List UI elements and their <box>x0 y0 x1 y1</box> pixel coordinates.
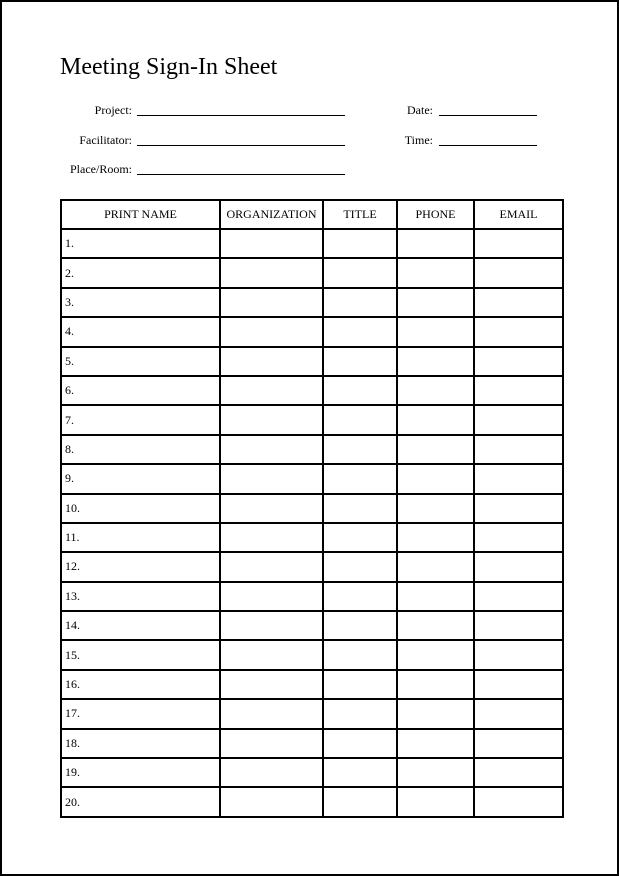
row-number: 3. <box>65 294 74 309</box>
cell-email[interactable] <box>474 670 563 699</box>
table-row <box>61 494 563 523</box>
cell-print-name[interactable] <box>61 640 220 669</box>
cell-phone[interactable] <box>397 640 474 669</box>
table-row <box>61 611 563 640</box>
cell-title[interactable] <box>323 611 397 640</box>
row-number: 1. <box>65 236 74 251</box>
cell-email[interactable] <box>474 405 563 434</box>
cell-organization[interactable] <box>220 640 323 669</box>
cell-title[interactable] <box>323 258 397 287</box>
cell-email[interactable] <box>474 552 563 581</box>
table-row <box>61 347 563 376</box>
cell-email[interactable] <box>474 288 563 317</box>
cell-email[interactable] <box>474 258 563 287</box>
cell-phone[interactable] <box>397 758 474 787</box>
cell-phone[interactable] <box>397 464 474 493</box>
cell-organization[interactable] <box>220 258 323 287</box>
time-label: Time: <box>404 133 433 147</box>
cell-phone[interactable] <box>397 787 474 817</box>
row-number: 18. <box>65 735 80 750</box>
cell-email[interactable] <box>474 729 563 758</box>
cell-organization[interactable] <box>220 229 323 258</box>
table-row <box>61 552 563 581</box>
cell-email[interactable] <box>474 229 563 258</box>
header-print-name: PRINT NAME <box>61 200 220 229</box>
table-row <box>61 376 563 405</box>
cell-phone[interactable] <box>397 552 474 581</box>
facilitator-field[interactable] <box>137 145 345 146</box>
row-number: 4. <box>65 324 74 339</box>
row-number: 14. <box>65 618 80 633</box>
row-number: 17. <box>65 706 80 721</box>
header-email: EMAIL <box>474 200 563 229</box>
table-row <box>61 464 563 493</box>
cell-title[interactable] <box>323 288 397 317</box>
cell-phone[interactable] <box>397 523 474 552</box>
row-number: 13. <box>65 588 80 603</box>
facilitator-label: Facilitator: <box>79 133 132 147</box>
cell-email[interactable] <box>474 494 563 523</box>
cell-phone[interactable] <box>397 699 474 728</box>
cell-print-name[interactable] <box>61 699 220 728</box>
cell-print-name[interactable] <box>61 435 220 464</box>
cell-print-name[interactable] <box>61 464 220 493</box>
table-header-row <box>61 200 563 229</box>
row-number: 6. <box>65 383 74 398</box>
cell-organization[interactable] <box>220 611 323 640</box>
cell-organization[interactable] <box>220 787 323 817</box>
cell-organization[interactable] <box>220 435 323 464</box>
row-number: 16. <box>65 677 80 692</box>
cell-phone[interactable] <box>397 729 474 758</box>
cell-organization[interactable] <box>220 670 323 699</box>
cell-email[interactable] <box>474 347 563 376</box>
cell-print-name[interactable] <box>61 405 220 434</box>
row-number: 10. <box>65 500 80 515</box>
cell-email[interactable] <box>474 787 563 817</box>
cell-print-name[interactable] <box>61 376 220 405</box>
row-number: 5. <box>65 353 74 368</box>
table-row <box>61 435 563 464</box>
table-row <box>61 640 563 669</box>
time-field[interactable] <box>439 145 537 146</box>
table-row <box>61 729 563 758</box>
cell-phone[interactable] <box>397 435 474 464</box>
cell-title[interactable] <box>323 729 397 758</box>
cell-organization[interactable] <box>220 464 323 493</box>
cell-print-name[interactable] <box>61 670 220 699</box>
cell-email[interactable] <box>474 523 563 552</box>
cell-print-name[interactable] <box>61 347 220 376</box>
table-row <box>61 670 563 699</box>
cell-title[interactable] <box>323 699 397 728</box>
sign-in-table <box>60 199 564 818</box>
row-number: 15. <box>65 647 80 662</box>
project-field[interactable] <box>137 115 345 116</box>
project-label: Project: <box>94 103 132 117</box>
cell-print-name[interactable] <box>61 288 220 317</box>
row-number: 9. <box>65 471 74 486</box>
cell-print-name[interactable] <box>61 494 220 523</box>
cell-organization[interactable] <box>220 405 323 434</box>
cell-print-name[interactable] <box>61 523 220 552</box>
cell-phone[interactable] <box>397 582 474 611</box>
row-number: 2. <box>65 265 74 280</box>
cell-organization[interactable] <box>220 347 323 376</box>
table-row <box>61 758 563 787</box>
cell-organization[interactable] <box>220 523 323 552</box>
cell-title[interactable] <box>323 787 397 817</box>
table-row <box>61 523 563 552</box>
cell-title[interactable] <box>323 376 397 405</box>
cell-organization[interactable] <box>220 494 323 523</box>
cell-phone[interactable] <box>397 670 474 699</box>
cell-print-name[interactable] <box>61 229 220 258</box>
cell-organization[interactable] <box>220 699 323 728</box>
cell-organization[interactable] <box>220 552 323 581</box>
cell-email[interactable] <box>474 582 563 611</box>
cell-email[interactable] <box>474 376 563 405</box>
cell-print-name[interactable] <box>61 787 220 817</box>
header-organization: ORGANIZATION <box>220 200 323 229</box>
cell-title[interactable] <box>323 229 397 258</box>
cell-email[interactable] <box>474 758 563 787</box>
cell-organization[interactable] <box>220 288 323 317</box>
cell-print-name[interactable] <box>61 729 220 758</box>
cell-title[interactable] <box>323 758 397 787</box>
table-row <box>61 405 563 434</box>
row-number: 19. <box>65 765 80 780</box>
cell-title[interactable] <box>323 347 397 376</box>
row-number: 11. <box>65 530 80 545</box>
cell-phone[interactable] <box>397 258 474 287</box>
date-field[interactable] <box>439 115 537 116</box>
page-title: Meeting Sign-In Sheet <box>60 54 278 80</box>
cell-title[interactable] <box>323 670 397 699</box>
cell-phone[interactable] <box>397 288 474 317</box>
cell-title[interactable] <box>323 552 397 581</box>
row-number: 12. <box>65 559 80 574</box>
cell-phone[interactable] <box>397 347 474 376</box>
cell-organization[interactable] <box>220 758 323 787</box>
cell-title[interactable] <box>323 523 397 552</box>
cell-email[interactable] <box>474 464 563 493</box>
cell-organization[interactable] <box>220 582 323 611</box>
cell-phone[interactable] <box>397 611 474 640</box>
cell-title[interactable] <box>323 317 397 346</box>
table-row <box>61 787 563 817</box>
cell-title[interactable] <box>323 464 397 493</box>
row-number: 20. <box>65 794 80 809</box>
cell-phone[interactable] <box>397 317 474 346</box>
cell-organization[interactable] <box>220 729 323 758</box>
cell-title[interactable] <box>323 494 397 523</box>
cell-email[interactable] <box>474 640 563 669</box>
header-title: TITLE <box>323 200 397 229</box>
cell-phone[interactable] <box>397 494 474 523</box>
cell-email[interactable] <box>474 317 563 346</box>
table-row <box>61 582 563 611</box>
cell-phone[interactable] <box>397 376 474 405</box>
cell-phone[interactable] <box>397 405 474 434</box>
cell-print-name[interactable] <box>61 611 220 640</box>
table-row <box>61 699 563 728</box>
table-row <box>61 317 563 346</box>
date-label: Date: <box>407 103 433 117</box>
header-phone: PHONE <box>397 200 474 229</box>
cell-organization[interactable] <box>220 317 323 346</box>
cell-email[interactable] <box>474 699 563 728</box>
cell-email[interactable] <box>474 435 563 464</box>
cell-print-name[interactable] <box>61 552 220 581</box>
place-room-label: Place/Room: <box>70 162 132 176</box>
cell-title[interactable] <box>323 582 397 611</box>
cell-email[interactable] <box>474 611 563 640</box>
table-row <box>61 288 563 317</box>
cell-title[interactable] <box>323 435 397 464</box>
row-number: 8. <box>65 441 74 456</box>
cell-title[interactable] <box>323 405 397 434</box>
cell-print-name[interactable] <box>61 758 220 787</box>
cell-organization[interactable] <box>220 376 323 405</box>
table-row <box>61 258 563 287</box>
cell-title[interactable] <box>323 640 397 669</box>
cell-print-name[interactable] <box>61 582 220 611</box>
row-number: 7. <box>65 412 74 427</box>
place-room-field[interactable] <box>137 174 345 175</box>
cell-phone[interactable] <box>397 229 474 258</box>
cell-print-name[interactable] <box>61 258 220 287</box>
table-row <box>61 229 563 258</box>
cell-print-name[interactable] <box>61 317 220 346</box>
